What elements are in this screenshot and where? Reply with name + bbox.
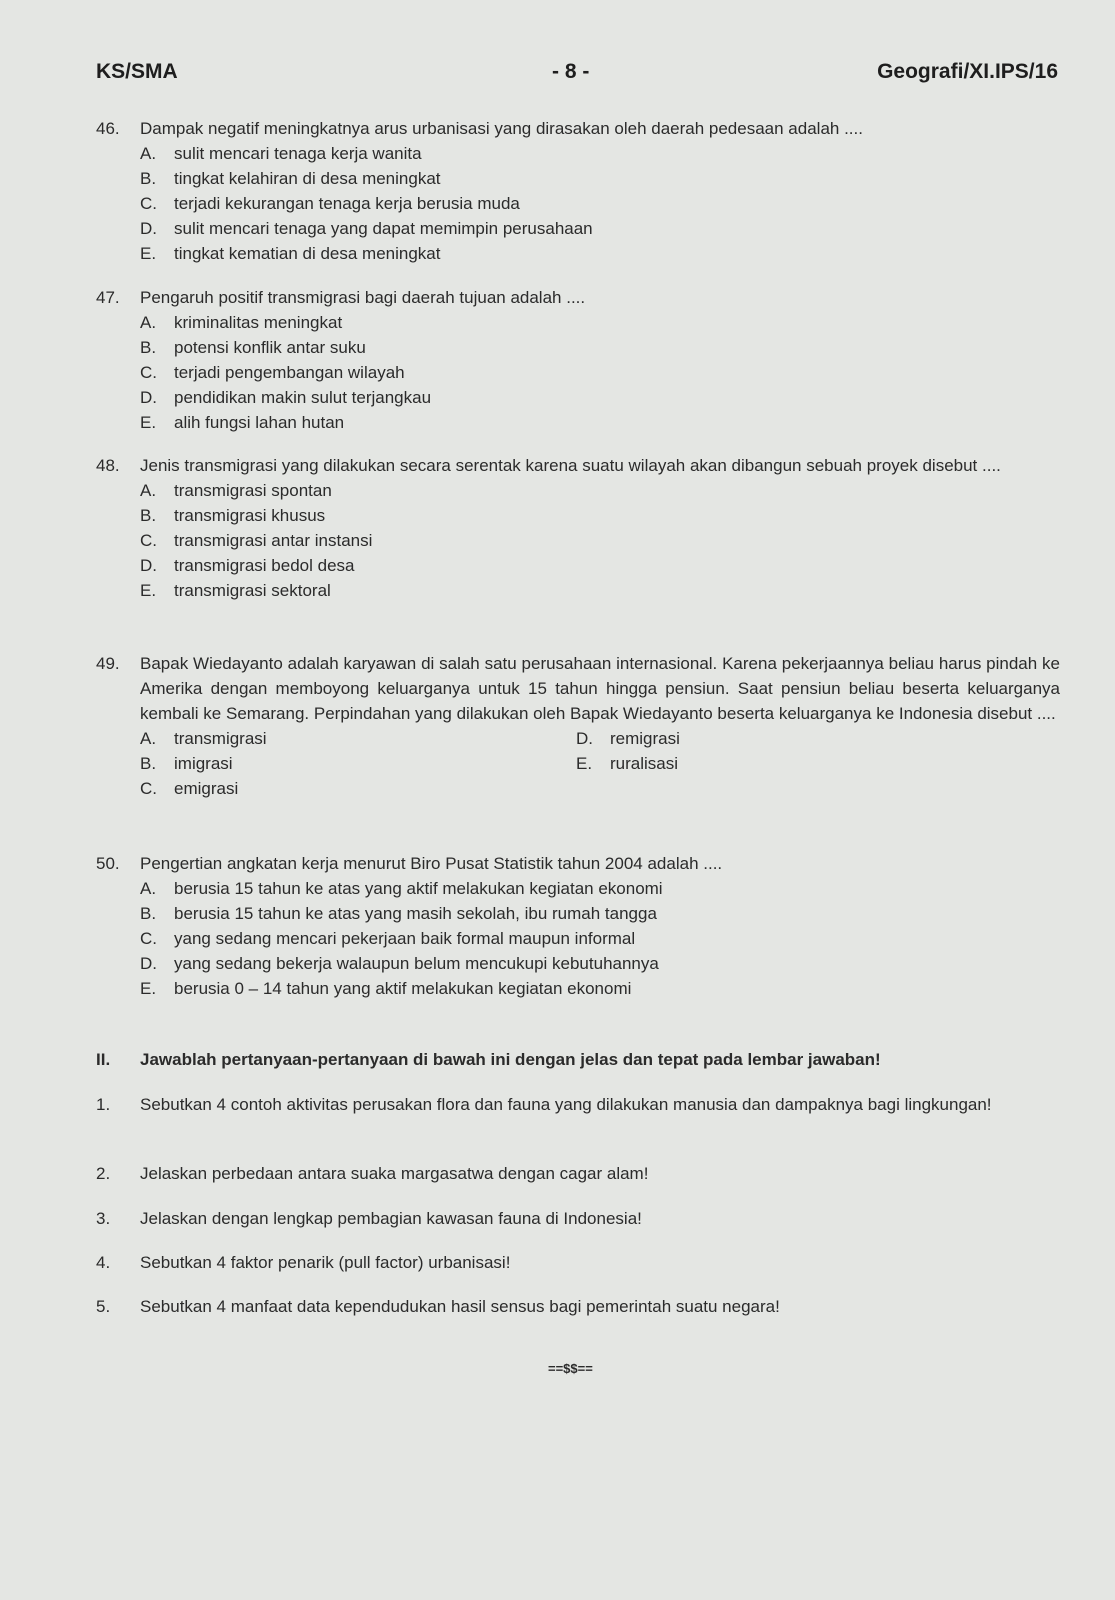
question-47: [96, 285, 1060, 435]
header-school-code: KS/SMA: [96, 60, 178, 83]
option-d[interactable]: D. sulit mencari tenaga yang dapat memimpin perusahaan: [140, 219, 593, 238]
question-number: 47.: [96, 288, 120, 307]
option-b[interactable]: B. tingkat kelahiran di desa meningkat: [140, 169, 441, 188]
option-e[interactable]: E. ruralisasi: [576, 754, 679, 773]
option-a[interactable]: A. kriminalitas meningkat: [140, 313, 343, 332]
option-c[interactable]: C. terjadi pengembangan wilayah: [140, 363, 405, 382]
essay-question-2: [96, 1161, 1060, 1186]
option-c[interactable]: C. emigrasi: [140, 779, 239, 798]
option-list: [140, 141, 1060, 266]
essay-question-5: [96, 1294, 1060, 1319]
option-list: [140, 310, 1060, 435]
option-e[interactable]: E. tingkat kematian di desa meningkat: [140, 244, 441, 263]
option-b[interactable]: B. berusia 15 tahun ke atas yang masih sekolah, ibu rumah tangga: [140, 904, 657, 923]
option-e[interactable]: E. berusia 0 – 14 tahun yang aktif melakukan kegiatan ekonomi: [140, 979, 632, 998]
essay-text: Sebutkan 4 faktor penarik (pull factor) urbanisasi!: [140, 1253, 511, 1272]
option-d[interactable]: D. transmigrasi bedol desa: [140, 556, 355, 575]
header-subject-code: Geografi/XI.IPS/16: [877, 60, 1058, 83]
option-d[interactable]: D. yang sedang bekerja walaupun belum mencukupi kebutuhannya: [140, 954, 659, 973]
option-column-right: [576, 726, 680, 776]
option-c[interactable]: C. yang sedang mencari pekerjaan baik formal maupun informal: [140, 929, 636, 948]
option-b[interactable]: B. potensi konflik antar suku: [140, 338, 366, 357]
question-text: Dampak negatif meningkatnya arus urbanisasi yang dirasakan oleh daerah pedesaan adalah ....: [140, 119, 863, 138]
option-d[interactable]: D. pendidikan makin sulut terjangkau: [140, 388, 432, 407]
option-c[interactable]: C. transmigrasi antar instansi: [140, 531, 373, 550]
essay-question-1: [96, 1092, 1060, 1117]
question-number: 46.: [96, 119, 120, 138]
question-text: Jenis transmigrasi yang dilakukan secara serentak karena suatu wilayah akan dibangun sebuah proyek disebut ....: [140, 456, 1001, 475]
essay-question-4: [96, 1250, 1060, 1275]
essay-text: Sebutkan 4 contoh aktivitas perusakan flora dan fauna yang dilakukan manusia dan dampaknya bagi lingkungan!: [140, 1095, 992, 1114]
option-e[interactable]: E. alih fungsi lahan hutan: [140, 413, 345, 432]
question-number: 48.: [96, 456, 120, 475]
option-a[interactable]: A. sulit mencari tenaga kerja wanita: [140, 144, 422, 163]
question-48: [96, 453, 1060, 603]
option-a[interactable]: A. transmigrasi spontan: [140, 481, 332, 500]
question-49: [96, 651, 1060, 801]
section-2-heading: [96, 1050, 1060, 1070]
question-number: 49.: [96, 654, 120, 673]
option-c[interactable]: C. terjadi kekurangan tenaga kerja berusia muda: [140, 194, 520, 213]
essay-number: 4.: [96, 1253, 111, 1272]
question-text: Pengaruh positif transmigrasi bagi daerah tujuan adalah ....: [140, 288, 586, 307]
option-e[interactable]: E. transmigrasi sektoral: [140, 581, 331, 600]
essay-text: Jelaskan perbedaan antara suaka margasatwa dengan cagar alam!: [140, 1164, 649, 1183]
option-list: [140, 876, 1060, 1001]
option-b[interactable]: B. imigrasi: [140, 754, 233, 773]
option-list: [140, 726, 1060, 801]
essay-number: 5.: [96, 1297, 111, 1316]
essay-text: Jelaskan dengan lengkap pembagian kawasan fauna di Indonesia!: [140, 1209, 642, 1228]
section-instruction: Jawablah pertanyaan-pertanyaan di bawah ini dengan jelas dan tepat pada lembar jawaban!: [140, 1050, 881, 1069]
question-46: [96, 116, 1060, 266]
question-text: Pengertian angkatan kerja menurut Biro Pusat Statistik tahun 2004 adalah ....: [140, 854, 723, 873]
option-b[interactable]: B. transmigrasi khusus: [140, 506, 326, 525]
page-number: - 8 -: [552, 60, 590, 83]
option-a[interactable]: A. berusia 15 tahun ke atas yang aktif melakukan kegiatan ekonomi: [140, 879, 663, 898]
essay-text: Sebutkan 4 manfaat data kependudukan hasil sensus bagi pemerintah suatu negara!: [140, 1297, 780, 1316]
essay-number: 2.: [96, 1164, 111, 1183]
essay-question-3: [96, 1206, 1060, 1231]
essay-number: 1.: [96, 1095, 111, 1114]
end-mark: ==$$==: [548, 1361, 593, 1376]
essay-number: 3.: [96, 1209, 111, 1228]
option-d[interactable]: D. remigrasi: [576, 729, 680, 748]
option-a[interactable]: A. transmigrasi: [140, 729, 267, 748]
question-text: Bapak Wiedayanto adalah karyawan di salah satu perusahaan internasional. Karena pekerjaannya beliau harus pindah ke Amerika dengan memboyong keluarganya untuk 15 tahun hingga pensiun. Saat pensiun beliau beserta keluarganya kembali ke Semarang. Perpindahan yang dilakukan oleh Bapak Wiedayanto beserta keluarganya ke Indonesia disebut ....: [140, 654, 1060, 723]
question-50: [96, 851, 1060, 1001]
question-number: 50.: [96, 854, 120, 873]
option-list: [140, 478, 1060, 603]
section-number: II.: [96, 1050, 111, 1069]
